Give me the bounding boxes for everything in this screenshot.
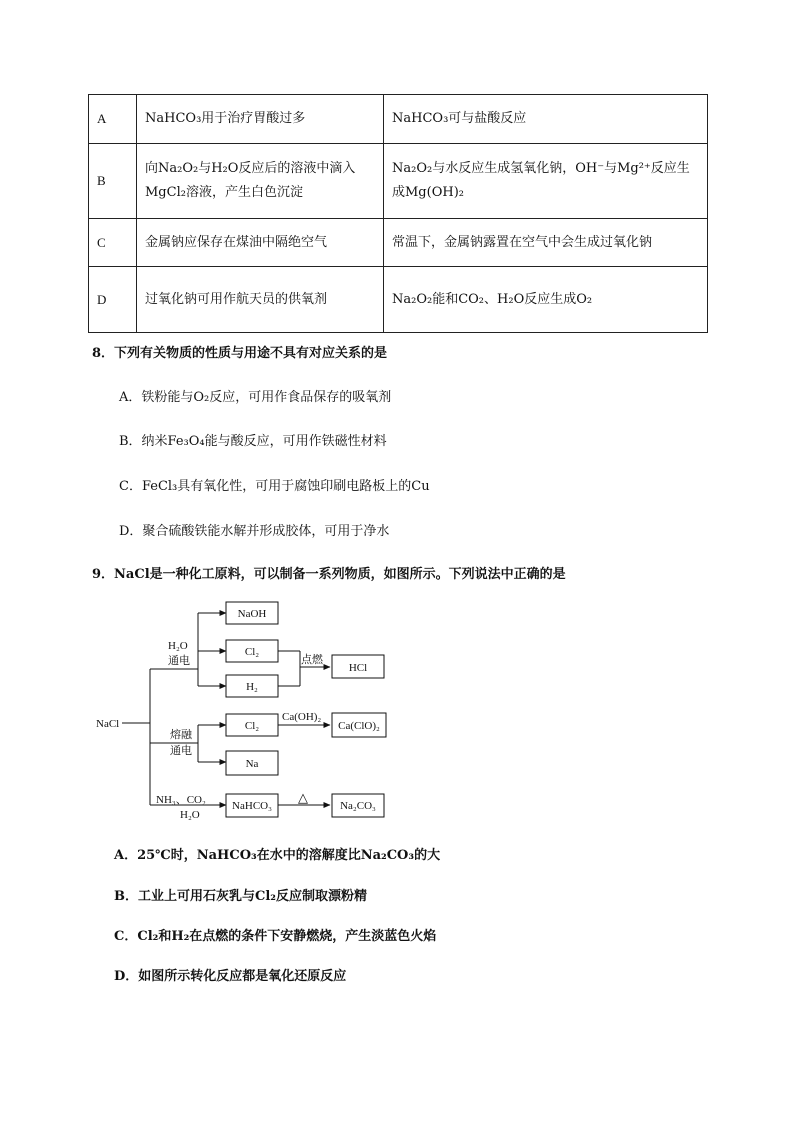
box-na2co3-label: Na₂CO₃ [340,800,376,812]
statement-cell: 过氧化钠可用作航天员的供氧剂 [137,267,384,333]
table-row [89,95,708,144]
box-cl2-mid-label: Cl₂ [244,720,260,732]
label-ignite: 点燃 [301,654,323,666]
reason-cell [384,144,708,219]
box-cl2-top-label: Cl₂ [244,646,260,658]
question-9-option-a: A．25℃时，NaHCO₃在水中的溶解度比Na₂CO₃的大 [114,848,441,863]
statement-cell: NaHCO₃用于治疗胃酸过多 [137,95,384,144]
question-8-option-d: D．聚合硫酸铁能水解并形成胶体，可用于净水 [119,524,390,539]
box-caclo2-label: Ca(ClO)₂ [338,720,380,732]
branch-3-cond-top: NH₃、CO₂ [156,794,206,806]
statement-line: 向Na₂O₂与H₂O反应后的溶液中滴入 [145,161,356,176]
reason-cell: Na₂O₂能和CO₂、H₂O反应生成O₂ [384,267,708,333]
question-9-title: 9．NaCl是一种化工原料，可以制备一系列物质，如图所示。下列说法中正确的是 [92,567,566,582]
branch-1-cond-bottom: 通电 [168,655,190,667]
row-letter: C [89,219,137,267]
statement-line: MgCl₂溶液，产生白色沉淀 [145,185,303,200]
row-letter: D [89,267,137,333]
branch-2-cond-bottom: 通电 [170,745,192,757]
reason-line: Na₂O₂与水反应生成氢氧化钠，OH⁻与Mg²⁺反应生 [392,161,690,176]
statement-reason-table [88,94,708,333]
table-row [89,144,708,219]
nacl-conversion-diagram [92,597,392,827]
box-hcl-label: HCl [348,662,368,674]
label-heat: △ [298,790,308,805]
box-na-label: Na [245,758,259,770]
row-letter: B [89,144,137,219]
question-8-option-c: C．FeCl₃具有氧化性，可用于腐蚀印刷电路板上的Cu [119,479,430,494]
question-9-option-c: C．Cl₂和H₂在点燃的条件下安静燃烧，产生淡蓝色火焰 [114,929,437,944]
box-naoh-label: NaOH [237,608,267,620]
question-8-title: 8．下列有关物质的性质与用途不具有对应关系的是 [92,346,388,361]
question-9-option-b: B．工业上可用石灰乳与Cl₂反应制取漂粉精 [114,889,367,904]
reason-cell: NaHCO₃可与盐酸反应 [384,95,708,144]
question-8-option-b: B．纳米Fe₃O₄能与酸反应，可用作铁磁性材料 [119,434,387,449]
question-9-option-d: D．如图所示转化反应都是氧化还原反应 [114,969,347,984]
row-letter: A [89,95,137,144]
branch-3-cond-bottom: H₂O [180,809,200,821]
box-h2-label: H₂ [246,681,258,693]
source-nacl: NaCl [96,718,120,730]
table-row [89,267,708,333]
table-row [89,219,708,267]
box-nahco3-label: NaHCO₃ [232,800,272,812]
reason-line: 成Mg(OH)₂ [392,185,464,200]
question-8-option-a: A．铁粉能与O₂反应，可用作食品保存的吸氧剂 [119,390,392,405]
reason-cell: 常温下，金属钠露置在空气中会生成过氧化钠 [384,219,708,267]
statement-cell: 金属钠应保存在煤油中隔绝空气 [137,219,384,267]
branch-1-cond-top: H₂O [168,640,188,652]
statement-cell [137,144,384,219]
label-caoh2: Ca(OH)₂ [282,711,322,723]
branch-2-cond-top: 熔融 [170,729,192,741]
